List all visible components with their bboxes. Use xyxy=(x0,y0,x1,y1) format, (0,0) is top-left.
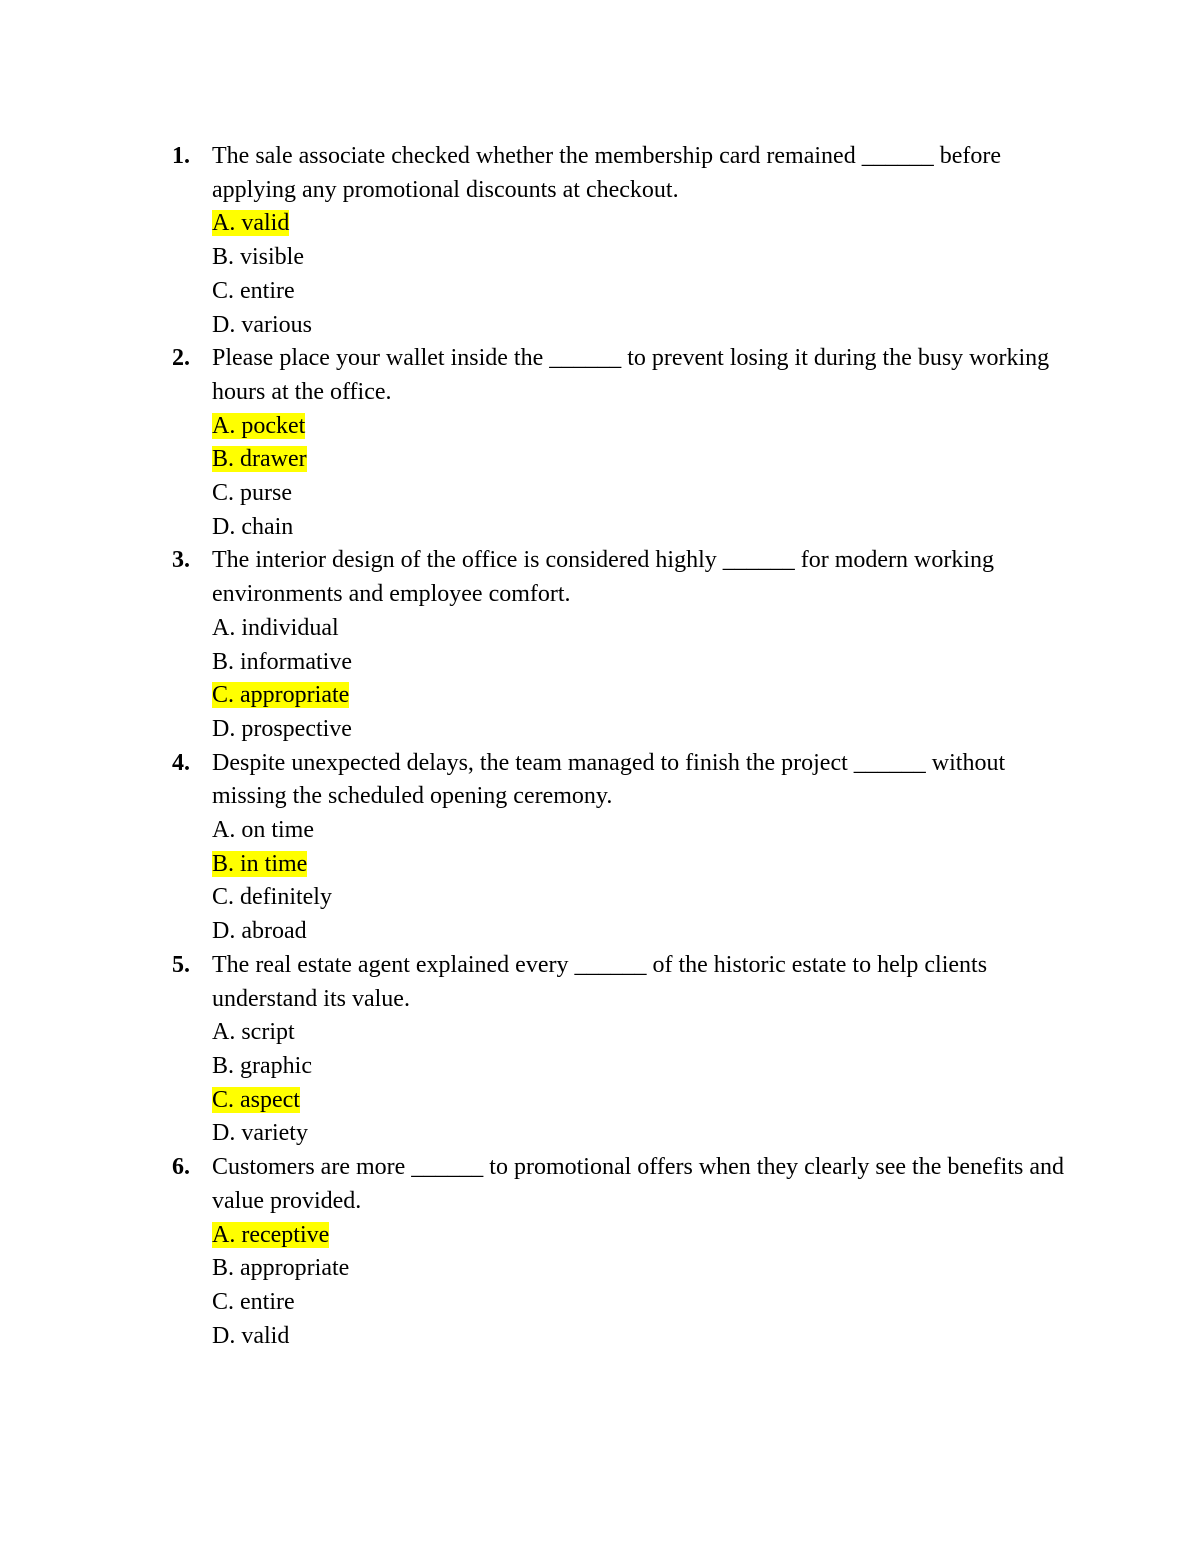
question-item xyxy=(172,747,1072,949)
question-item xyxy=(172,342,1072,544)
answer-option-highlighted xyxy=(212,410,1072,444)
option-text: C. aspect xyxy=(212,1086,300,1113)
question-number: 4. xyxy=(172,749,190,776)
question-stem xyxy=(172,544,1072,611)
option-text: A. valid xyxy=(212,210,290,237)
question-number: 1. xyxy=(172,143,190,169)
question-item xyxy=(172,544,1072,746)
option-text: D. prospective xyxy=(212,715,352,742)
answer-option xyxy=(212,1050,1072,1084)
question-stem xyxy=(172,140,1072,207)
option-text: C. purse xyxy=(212,480,292,507)
question-text: The sale associate checked whether the membership card remained ______ before applying any promotional discounts at checkout. xyxy=(212,143,1001,203)
answer-option xyxy=(212,1286,1072,1320)
question-text: Please place your wallet inside the ______ to prevent losing it during the busy working hours at the office. xyxy=(212,345,1050,405)
question-stem xyxy=(172,342,1072,409)
answer-option xyxy=(212,241,1072,275)
answer-option-highlighted xyxy=(212,679,1072,713)
answer-option-highlighted xyxy=(212,207,1072,241)
option-text: D. abroad xyxy=(212,918,307,945)
question-number: 5. xyxy=(172,951,190,978)
answer-option xyxy=(212,881,1072,915)
option-text: B. informative xyxy=(212,648,352,675)
answer-option-highlighted xyxy=(212,1084,1072,1118)
question-text: The real estate agent explained every ______ of the historic estate to help clients understand its value. xyxy=(212,951,988,1012)
question-stem xyxy=(172,747,1072,814)
option-text: A. script xyxy=(212,1019,295,1046)
answer-option xyxy=(212,511,1072,545)
answer-option xyxy=(212,1117,1072,1151)
answer-option xyxy=(212,477,1072,511)
question-number: 6. xyxy=(172,1154,190,1181)
option-text: B. graphic xyxy=(212,1052,312,1079)
option-text: C. definitely xyxy=(212,884,332,911)
option-text: B. appropriate xyxy=(212,1255,350,1282)
answer-option xyxy=(212,814,1072,848)
answer-option xyxy=(212,1252,1072,1286)
answer-option xyxy=(212,915,1072,949)
answer-option xyxy=(212,275,1072,309)
answer-option xyxy=(212,713,1072,747)
option-text: A. on time xyxy=(212,817,314,844)
option-text: B. drawer xyxy=(212,446,307,473)
question-item xyxy=(172,140,1072,342)
question-text: Despite unexpected delays, the team managed to finish the project ______ without missing the scheduled opening ceremony. xyxy=(212,749,1006,810)
option-text: D. chain xyxy=(212,513,294,540)
answer-option-highlighted xyxy=(212,1219,1072,1253)
option-text: A. pocket xyxy=(212,412,306,439)
answer-option-highlighted xyxy=(212,443,1072,477)
option-text: D. various xyxy=(212,311,312,338)
answer-option xyxy=(212,612,1072,646)
question-number: 2. xyxy=(172,345,190,372)
answer-option-highlighted xyxy=(212,848,1072,882)
answer-option xyxy=(212,646,1072,680)
option-text: A. individual xyxy=(212,614,339,641)
question-text: Customers are more ______ to promotional offers when they clearly see the benefits and value provided. xyxy=(212,1154,1064,1214)
option-text: B. visible xyxy=(212,244,305,271)
option-text: A. receptive xyxy=(212,1221,330,1248)
option-text: C. entire xyxy=(212,277,295,304)
question-list xyxy=(172,140,1072,1353)
answer-option xyxy=(212,1320,1072,1354)
answer-option xyxy=(212,1016,1072,1050)
answer-option xyxy=(212,309,1072,343)
question-stem xyxy=(172,949,1072,1016)
option-text: D. variety xyxy=(212,1120,308,1147)
question-item xyxy=(172,1151,1072,1353)
question-item xyxy=(172,949,1072,1151)
option-text: C. appropriate xyxy=(212,682,350,709)
option-text: D. valid xyxy=(212,1322,290,1349)
option-text: C. entire xyxy=(212,1288,295,1315)
question-text: The interior design of the office is considered highly ______ for modern working environments and employee comfort. xyxy=(212,547,995,608)
question-stem xyxy=(172,1151,1072,1218)
option-text: B. in time xyxy=(212,850,308,877)
question-number: 3. xyxy=(172,547,190,574)
